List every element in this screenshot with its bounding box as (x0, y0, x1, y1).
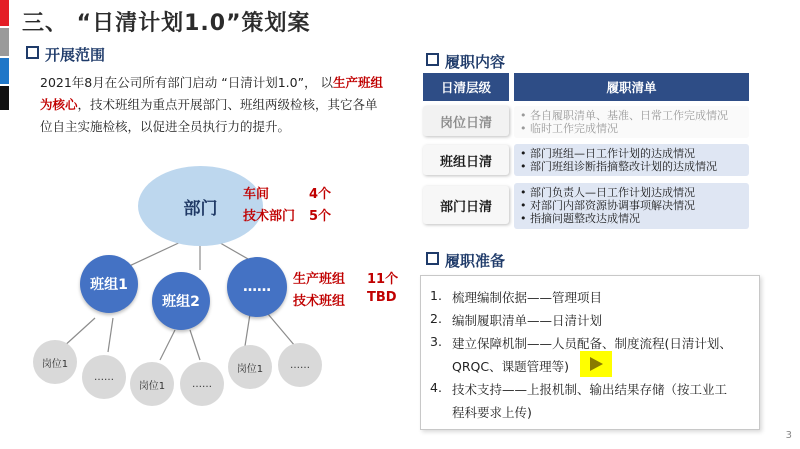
team-label-production (293, 268, 345, 287)
list-item: • 指摘问题整改达成情况 (520, 212, 749, 225)
list-item: • 部门班组—日工作计划的达成情况 (520, 147, 749, 160)
post-node-c: 岗位1 (130, 362, 174, 406)
dept-count-workshop (309, 183, 331, 202)
post-node-a: 岗位1 (33, 340, 77, 384)
para-rest: ，技术班组为重点开展部门、班组两级检核，其它各单位自主实施检核，以促进全员执行力的提升。 (40, 97, 378, 134)
dept-count-tech (309, 205, 331, 224)
prep-num: 4. (430, 380, 442, 395)
label-count: 4个 (309, 187, 332, 202)
prep-text: 技术支持——上报机制、输出结果存储（按工业工 (452, 382, 728, 397)
post-node-b: …… (82, 355, 126, 399)
para-prefix: 2021年8月在公司所有部门启动 “日清计划1.0”， 以 (40, 75, 334, 90)
team-count-production (367, 268, 398, 287)
prep-num: 2. (430, 311, 442, 326)
prep-text: 梳理编制依据——管理项目 (452, 290, 603, 305)
label-count: 11个 (367, 272, 399, 287)
prep-text: 建立保障机制——人员配备、制度流程(日清计划、 (452, 336, 732, 351)
list-item: • 临时工作完成情况 (520, 122, 749, 135)
prep-text: 程科要求上传) (452, 405, 532, 420)
section-title-text: 履职准备 (445, 252, 506, 270)
play-button[interactable] (580, 351, 612, 377)
team-node-2: 班组2 (152, 272, 210, 330)
post-node-e: 岗位1 (228, 345, 272, 389)
list-item: • 部门班组诊断指摘整改计划的达成情况 (520, 160, 749, 173)
post-node-d: …… (180, 362, 224, 406)
team-label-tech (293, 290, 345, 309)
post-node-f: …… (278, 343, 322, 387)
dept-label-workshop (243, 183, 269, 202)
list-item: • 各自履职清单、基准、日常工作完成情况 (520, 109, 749, 122)
prep-text: 编制履职清单——日清计划 (452, 313, 603, 328)
team-node-more: …… (227, 257, 287, 317)
section-title-prep (426, 250, 505, 271)
table-header-list: 履职清单 (514, 73, 749, 101)
label-name: 技术班组 (293, 294, 346, 309)
label-count: TBD (367, 290, 397, 305)
table-row-items (514, 144, 749, 176)
team-node-1: 班组1 (80, 255, 138, 313)
prep-text: QRQC、课题管理等) (452, 359, 569, 374)
dept-node: 部门 (138, 166, 263, 246)
label-name: 技术部门 (243, 209, 296, 224)
list-item: • 部门负责人—日工作计划达成情况 (520, 186, 749, 199)
section-title-text: 履职内容 (445, 53, 506, 71)
dept-label-tech (243, 205, 295, 224)
label-count: 5个 (309, 209, 332, 224)
checkbox-square-icon (426, 252, 439, 265)
table-row-level: 岗位日清 (423, 106, 509, 136)
slide-title: 三、 “日清计划1.0”策划案 (22, 11, 311, 36)
section-title-duties (426, 51, 505, 72)
prep-num: 1. (430, 288, 442, 303)
table-header-level: 日清层级 (423, 73, 509, 101)
prep-num: 3. (430, 334, 442, 349)
play-icon (587, 355, 605, 373)
team-count-tech (367, 290, 397, 305)
table-row-items (514, 183, 749, 229)
label-name: 车间 (243, 187, 270, 202)
label-name: 生产班组 (293, 272, 346, 287)
page-number: 3 (785, 430, 792, 441)
table-row-items (514, 106, 749, 138)
checkbox-square-icon (426, 53, 439, 66)
list-item: • 对部门内部资源协调事项解决情况 (520, 199, 749, 212)
section-title-text: 开展范围 (45, 46, 106, 64)
para-highlight: 生产班组为核心 (40, 75, 384, 112)
table-row-level: 部门日清 (423, 186, 509, 224)
table-row-level: 班组日清 (423, 145, 509, 175)
